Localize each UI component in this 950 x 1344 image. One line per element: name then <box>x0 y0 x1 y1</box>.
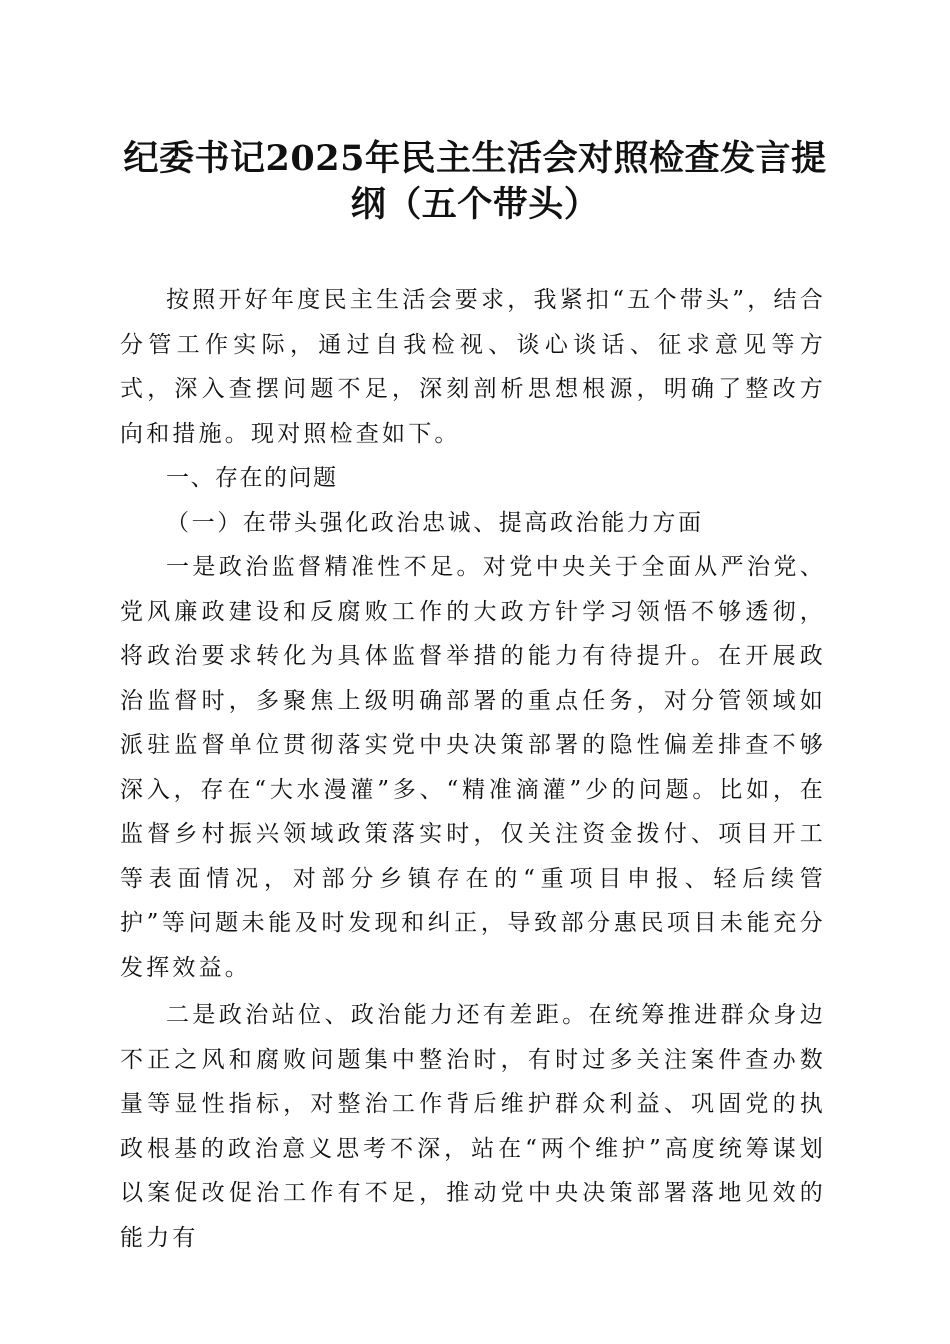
point-one-lead: 一是政治监督精准性不足。 <box>166 554 483 580</box>
section-heading: 一、存在的问题 <box>166 465 338 491</box>
point-two-paragraph <box>120 993 826 1260</box>
intro-paragraph: 按照开好年度民主生活会要求，我紧扣“五个带头”，结合分管工作实际，通过自我检视、谈心谈话、征求意见等方式，深入查摆问题不足，深刻剖析思想根源，明确了整改方向和措施。现对照检查如下。 <box>120 287 826 447</box>
document-body <box>120 278 826 1260</box>
subsection-heading: （一）在带头强化政治忠诚、提高政治能力方面 <box>166 509 704 536</box>
point-one-paragraph <box>120 545 826 990</box>
point-two-text: 在统筹推进群众身边不正之风和腐败问题集中整治时，有时过多关注案件查办数量等显性指标，对整治工作背后维护群众利益、巩固党的执政根基的政治意义思考不深，站在“两个维护”高度统筹谋划以案促改促治工作有不足，推动党中央决策部署落地见效的能力有 <box>120 1002 826 1251</box>
point-one-text: 对党中央关于全面从严治党、党风廉政建设和反腐败工作的大政方针学习领悟不够透彻，将政治要求转化为具体监督举措的能力有待提升。在开展政治监督时，多聚焦上级明确部署的重点任务，对分管领域如派驻监督单位贯彻落实党中央决策部署的隐性偏差排查不够深入，存在“大水漫灌”多、“精准滴灌”少的问题。比如，在监督乡村振兴领域政策落实时，仅关注资金拨付、项目开工等表面情况，对部分乡镇存在的“重项目申报、轻后续管护”等问题未能及时发现和纠正，导致部分惠民项目未能充分发挥效益。 <box>120 554 826 981</box>
point-two-lead: 二是政治站位、政治能力还有差距。 <box>166 1002 589 1028</box>
document-title: 纪委书记2025年民主生活会对照检查发言提纲（五个带头） <box>123 138 827 225</box>
